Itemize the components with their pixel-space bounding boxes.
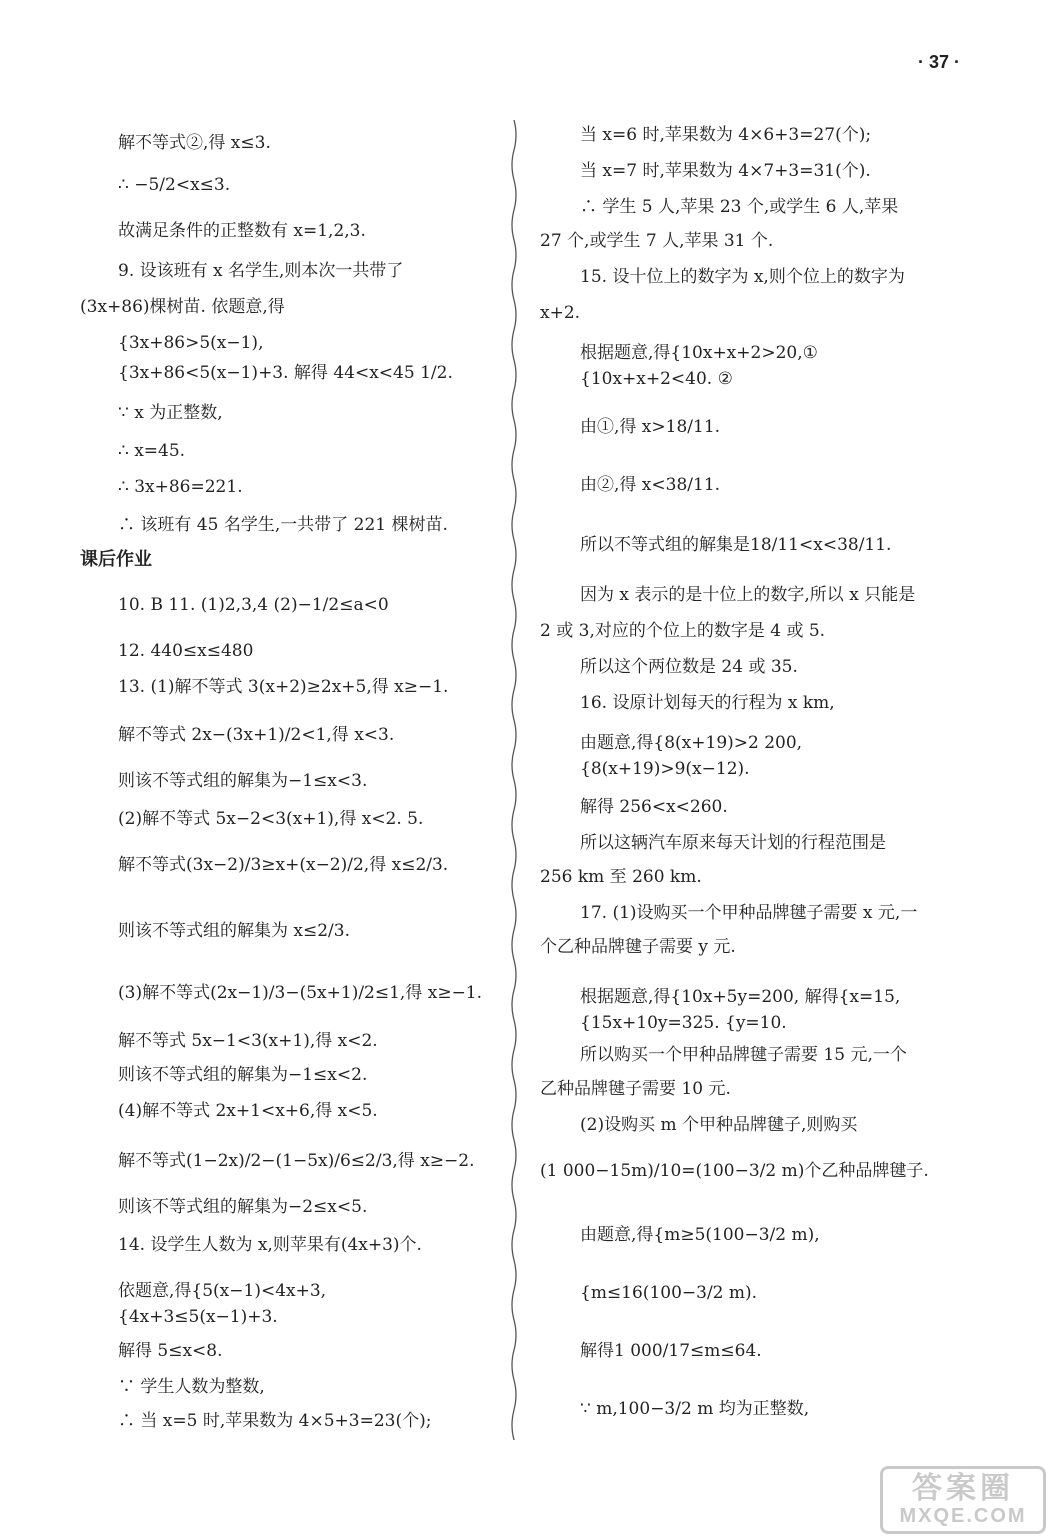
text-line: (1 000−15m)/10=(100−3/2 m)个乙种品牌毽子.	[540, 1161, 929, 1181]
text-line: 根据题意,得{10x+x+2>20,①	[580, 343, 818, 363]
column-divider	[506, 120, 522, 1440]
text-line: ∴ 学生 5 人,苹果 23 个,或学生 6 人,苹果	[580, 197, 899, 217]
text-line: 当 x=7 时,苹果数为 4×7+3=31(个).	[580, 161, 871, 181]
text-line: 16. 设原计划每天的行程为 x km,	[580, 693, 835, 713]
text-line: ∴ 3x+86=221.	[118, 477, 243, 497]
text-line: 则该不等式组的解集为−1≤x<2.	[118, 1065, 368, 1085]
text-line: 10. B 11. (1)2,3,4 (2)−1/2≤a<0	[118, 595, 389, 615]
text-line: 乙种品牌毽子需要 10 元.	[540, 1079, 731, 1099]
text-line: x+2.	[540, 303, 581, 323]
text-line: 由②,得 x<38/11.	[580, 475, 721, 495]
text-line: 依题意,得{5(x−1)<4x+3,	[118, 1281, 327, 1301]
text-line: 因为 x 表示的是十位上的数字,所以 x 只能是	[580, 585, 916, 605]
text-line: 由①,得 x>18/11.	[580, 417, 721, 437]
text-line: 个乙种品牌毽子需要 y 元.	[540, 937, 736, 957]
text-line: (3)解不等式(2x−1)/3−(5x+1)/2≤1,得 x≥−1.	[118, 983, 483, 1003]
text-line: 由题意,得{m≥5(100−3/2 m),	[580, 1225, 820, 1245]
text-line: {8(x+19)>9(x−12).	[580, 759, 750, 779]
text-line: 所以购买一个甲种品牌毽子需要 15 元,一个	[580, 1045, 907, 1065]
text-line: 所以这个两位数是 24 或 35.	[580, 657, 798, 677]
text-line: 解不等式②,得 x≤3.	[118, 133, 271, 153]
watermark-url: MXQE.COM	[899, 1505, 1027, 1527]
text-line: {4x+3≤5(x−1)+3.	[118, 1307, 278, 1327]
text-line: ∵ x 为正整数,	[118, 403, 223, 423]
text-line: 15. 设十位上的数字为 x,则个位上的数字为	[580, 267, 905, 287]
text-line: 256 km 至 260 km.	[540, 867, 702, 887]
text-line: 解不等式 2x−(3x+1)/2<1,得 x<3.	[118, 725, 395, 745]
text-line: 解得1 000/17≤m≤64.	[580, 1341, 762, 1361]
text-line: 根据题意,得{10x+5y=200, 解得{x=15,	[580, 987, 901, 1007]
text-line: ∴ 该班有 45 名学生,一共带了 221 棵树苗.	[118, 515, 448, 535]
text-line: 当 x=6 时,苹果数为 4×6+3=27(个);	[580, 125, 872, 145]
text-line: 则该不等式组的解集为−2≤x<5.	[118, 1197, 368, 1217]
watermark-logo	[880, 1466, 1046, 1534]
page-number: · 37 ·	[917, 52, 960, 72]
text-line: 所以不等式组的解集是18/11<x<38/11.	[580, 535, 892, 555]
text-line: ∴ x=45.	[118, 441, 186, 461]
text-line: (4)解不等式 2x+1<x+6,得 x<5.	[118, 1101, 378, 1121]
text-line: ∴ 当 x=5 时,苹果数为 4×5+3=23(个);	[118, 1411, 432, 1431]
text-line: ∵ m,100−3/2 m 均为正整数,	[580, 1399, 810, 1419]
text-line: (2)设购买 m 个甲种品牌毽子,则购买	[580, 1115, 858, 1135]
text-line: 所以这辆汽车原来每天计划的行程范围是	[580, 833, 886, 853]
text-line: {3x+86>5(x−1),	[118, 333, 264, 353]
text-line: {15x+10y=325. {y=10.	[580, 1013, 787, 1033]
watermark-title: 答案圈	[912, 1472, 1014, 1505]
text-line: 故满足条件的正整数有 x=1,2,3.	[118, 221, 366, 241]
text-line: {m≤16(100−3/2 m).	[580, 1283, 758, 1303]
text-line: 解不等式(3x−2)/3≥x+(x−2)/2,得 x≤2/3.	[118, 855, 449, 875]
text-line: 解不等式 5x−1<3(x+1),得 x<2.	[118, 1031, 378, 1051]
text-line: 解得 5≤x<8.	[118, 1341, 223, 1361]
text-line: 14. 设学生人数为 x,则苹果有(4x+3)个.	[118, 1235, 422, 1255]
text-line: 解得 256<x<260.	[580, 797, 728, 817]
text-line: 2 或 3,对应的个位上的数字是 4 或 5.	[540, 621, 826, 641]
text-line: 9. 设该班有 x 名学生,则本次一共带了	[118, 261, 404, 281]
text-line: 解不等式(1−2x)/2−(1−5x)/6≤2/3,得 x≥−2.	[118, 1151, 475, 1171]
text-line: 17. (1)设购买一个甲种品牌毽子需要 x 元,一	[580, 903, 918, 923]
text-line: {10x+x+2<40. ②	[580, 369, 733, 389]
text-line: 由题意,得{8(x+19)>2 200,	[580, 733, 803, 753]
text-line: ∴ −5/2<x≤3.	[118, 175, 231, 195]
text-line: 27 个,或学生 7 人,苹果 31 个.	[540, 231, 774, 251]
text-line: 12. 440≤x≤480	[118, 641, 254, 661]
section-heading: 课后作业	[80, 549, 152, 569]
text-line: (3x+86)棵树苗. 依题意,得	[80, 297, 285, 317]
text-line: ∵ 学生人数为整数,	[118, 1377, 265, 1397]
text-line: 13. (1)解不等式 3(x+2)≥2x+5,得 x≥−1.	[118, 677, 449, 697]
text-line: (2)解不等式 5x−2<3(x+1),得 x<2. 5.	[118, 809, 424, 829]
text-line: 则该不等式组的解集为 x≤2/3.	[118, 921, 350, 941]
text-line: {3x+86<5(x−1)+3. 解得 44<x<45 1/2.	[118, 363, 453, 383]
text-line: 则该不等式组的解集为−1≤x<3.	[118, 771, 368, 791]
